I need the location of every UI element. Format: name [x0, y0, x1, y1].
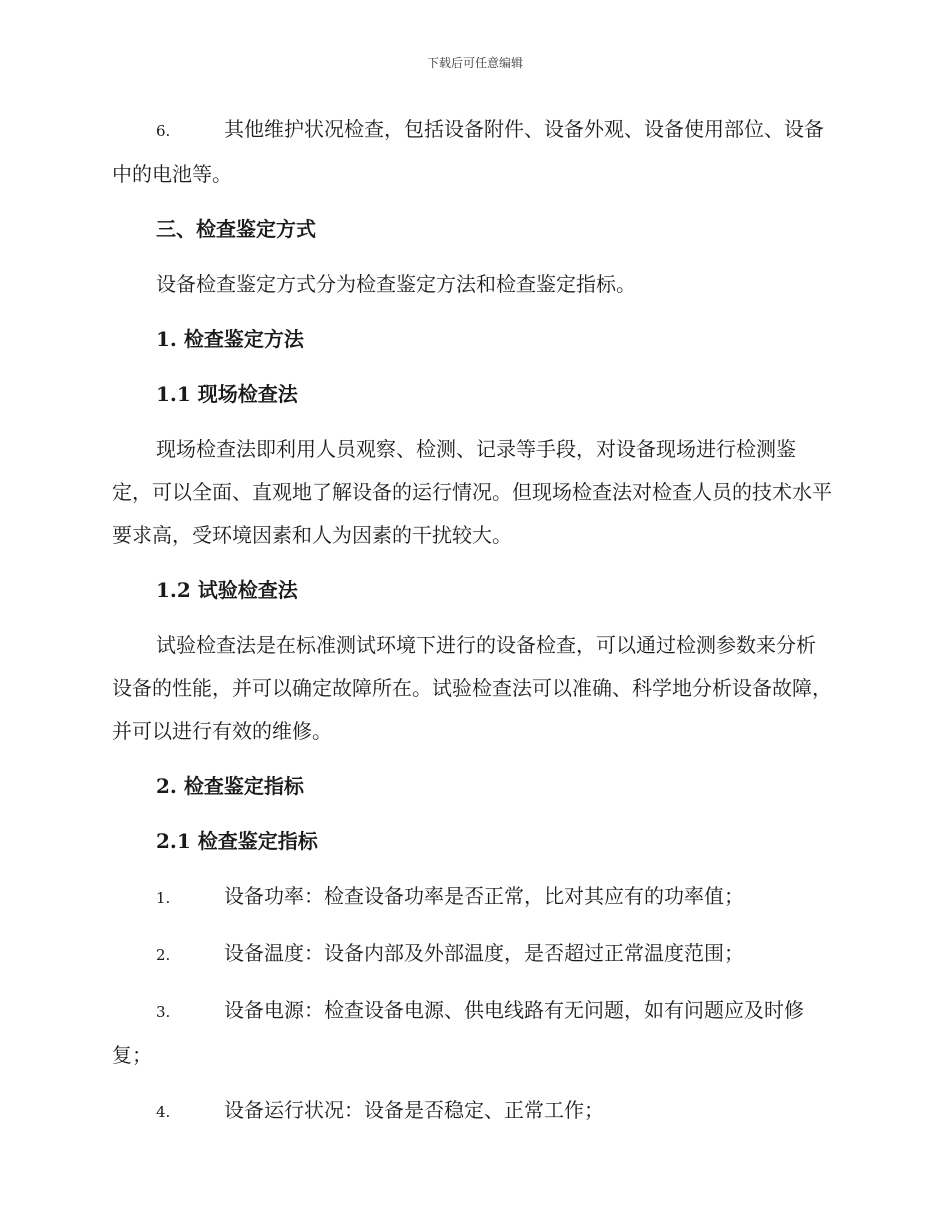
subsection-heading: 1. 检查鉴定方法 — [156, 327, 304, 351]
subsection-heading: 1.2 试验检查法 — [156, 578, 298, 602]
paragraph: 现场检查法即利用人员观察、检测、记录等手段，对设备现场进行检测鉴定，可以全面、直观地了解设备的运行情况。但现场检查法对检查人员的技术水平要求高，受环境因素和人为因素的干扰较大。 — [112, 437, 832, 547]
section-heading: 三、检查鉴定方式 — [156, 217, 316, 241]
page-header: 下载后可任意编辑 — [426, 56, 523, 70]
list-text: 设备运行状况：设备是否稳定、正常工作； — [224, 1098, 604, 1122]
list-text: 其他维护状况检查，包括设备附件、设备外观、设备使用部位、设备中的电池等。 — [112, 117, 824, 186]
subsection-heading: 1.1 现场检查法 — [156, 382, 298, 406]
list-item — [112, 875, 832, 920]
list-text: 设备电源：检查设备电源、供电线路有无问题，如有问题应及时修复； — [112, 998, 804, 1067]
subsection-heading: 2.1 检查鉴定指标 — [156, 829, 318, 853]
paragraph: 试验检查法是在标准测试环境下进行的设备检查，可以通过检测参数来分析设备的性能，并可以确定故障所在。试验检查法可以准确、科学地分析设备故障，并可以进行有效的维修。 — [112, 633, 832, 743]
list-item — [112, 1089, 832, 1134]
paragraph: 设备检查鉴定方式分为检查鉴定方法和检查鉴定指标。 — [156, 272, 636, 296]
list-item — [112, 108, 832, 196]
subsection-heading: 2. 检查鉴定指标 — [156, 774, 304, 798]
list-number: 2. — [156, 946, 171, 964]
list-text: 设备功率：检查设备功率是否正常，比对其应有的功率值； — [224, 884, 744, 908]
list-item — [112, 989, 832, 1077]
list-number: 3. — [156, 1003, 171, 1021]
list-number: 6. — [156, 122, 171, 140]
list-number: 1. — [156, 889, 171, 907]
list-item — [112, 932, 832, 977]
list-number: 4. — [156, 1103, 171, 1121]
list-text: 设备温度：设备内部及外部温度，是否超过正常温度范围； — [224, 941, 744, 965]
document-body — [112, 108, 832, 1146]
